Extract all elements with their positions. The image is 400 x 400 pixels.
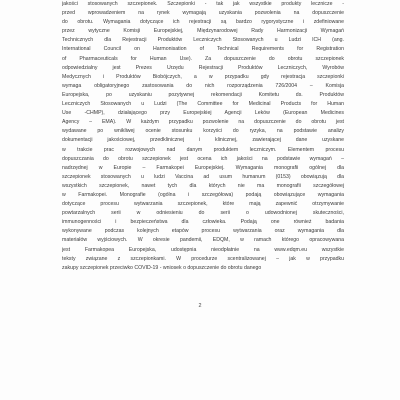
text-line: Technicznych dla Rejestracji Produktów Leczniczych Stosowanych u Ludzi ICH (ang.	[62, 37, 344, 44]
text-line: wydawane po wnikliwej ocenie stosunku korzyści do ryzyka, na podstawie analizy	[62, 128, 344, 135]
text-line: Leczniczych Stosowanych u Ludzi (The Committee for Medicinal Products for Human	[62, 101, 344, 108]
text-line: w Farmakopei. Monografie (ogólna i szczegółowa) podają obowiązujące wymagania	[62, 191, 344, 198]
text-line: Medycznych i Produktów Biobójczych, a w przypadku gdy rejestracja szczepionki	[62, 73, 344, 80]
text-line: wykonywane podczas kolejnych etapów procesu wytwarzania oraz wymagania dla	[62, 228, 344, 235]
text-line: przez wytyczne Komisji Europejskiej, Międzynarodowej Rady Harmonizacji Wymagań	[62, 28, 344, 35]
text-line: wszystkich szczepionek, nawet tych dla których nie ma monografii szczegółowej	[62, 182, 344, 189]
text-line: immunogenności i bezpieczeństwa dla człowieka. Podają one również badania	[62, 219, 344, 226]
text-line: teksty związane z szczepionkami. W procedurze scentralizowanej – jak w przypadku	[62, 255, 344, 262]
body-text	[62, 0, 344, 273]
text-line: dotyczące procesu wytwarzania szczepionek, które mają zapewnić otrzymywanie	[62, 201, 344, 208]
text-line: jakości stosowanych szczepionek. Szczepionki - tak jak wszystkie produkty lecznicze -	[62, 1, 344, 7]
text-line: w trakcie prac rozwojowych nad danym produktem leczniczym. Elementem procesu	[62, 146, 344, 153]
text-line: przed wprowadzeniem na rynek wymagają uzyskania pozwolenia na dopuszczenie	[62, 10, 344, 17]
text-line: of Pharmaceuticals for Human Use). Za dopuszczenie do obrotu szczepionek	[62, 55, 344, 62]
text-line: Use -CHMP), działającego przy Europejskiej Agencji Leków (European Medicines	[62, 110, 344, 117]
text-line: wymaga obligatoryjnego zastosowania do nich rozporządzenia 726/2004 – Komisja	[62, 82, 344, 89]
text-line: International Council on Harmonisation of Technical Requirements for Registration	[62, 46, 344, 53]
text-line: materiałów wyjściowych. W okresie pandemii, EDQM, w ramach którego opracowywana	[62, 237, 344, 244]
page-number: 2	[198, 303, 202, 309]
text-line: jest Farmakopea Europejska, udostępnia nieodpłatnie na www.edqm.eu wszystkie	[62, 246, 344, 253]
text-line: Europejska, po uzyskaniu pozytywnej rekomendacji Komitetu ds. Produktów	[62, 91, 344, 98]
text-line: nadrzędnej w Europie – Farmakopei Europejskiej. Wymagania monografii ogólnej dla	[62, 164, 344, 171]
text-line: Agency – EMA). W każdym przypadku pozwolenie na dopuszczenie do obrotu jest	[62, 119, 344, 126]
text-line: zakupy szczepionek przeciwko COVID-19 - wniosek o dopuszczenie do obrotu danego	[62, 264, 262, 271]
text-line: szczepionek stosowanych u ludzi Vaccina ad usum humanum (0153) obowiązują dla	[62, 173, 344, 180]
text-line: dopuszczania do obrotu szczepionek jest ocena ich jakości na podstawie wymagań –	[62, 155, 344, 162]
text-line: odpowiedzialny jest Prezes Urzędu Rejestracji Produktów Leczniczych, Wyrobów	[62, 64, 344, 71]
text-line: dokumentacji jakościowej, przedklinicznej i klinicznej, zawierającej dane uzyskane	[62, 137, 344, 144]
text-line: powtarzalnych serii w odniesieniu do serii o udowodnionej skuteczności,	[62, 210, 344, 217]
text-line: do obrotu. Wymagania dotyczące ich rejestracji są bardzo rygorystyczne i zdefiniowane	[62, 19, 344, 26]
